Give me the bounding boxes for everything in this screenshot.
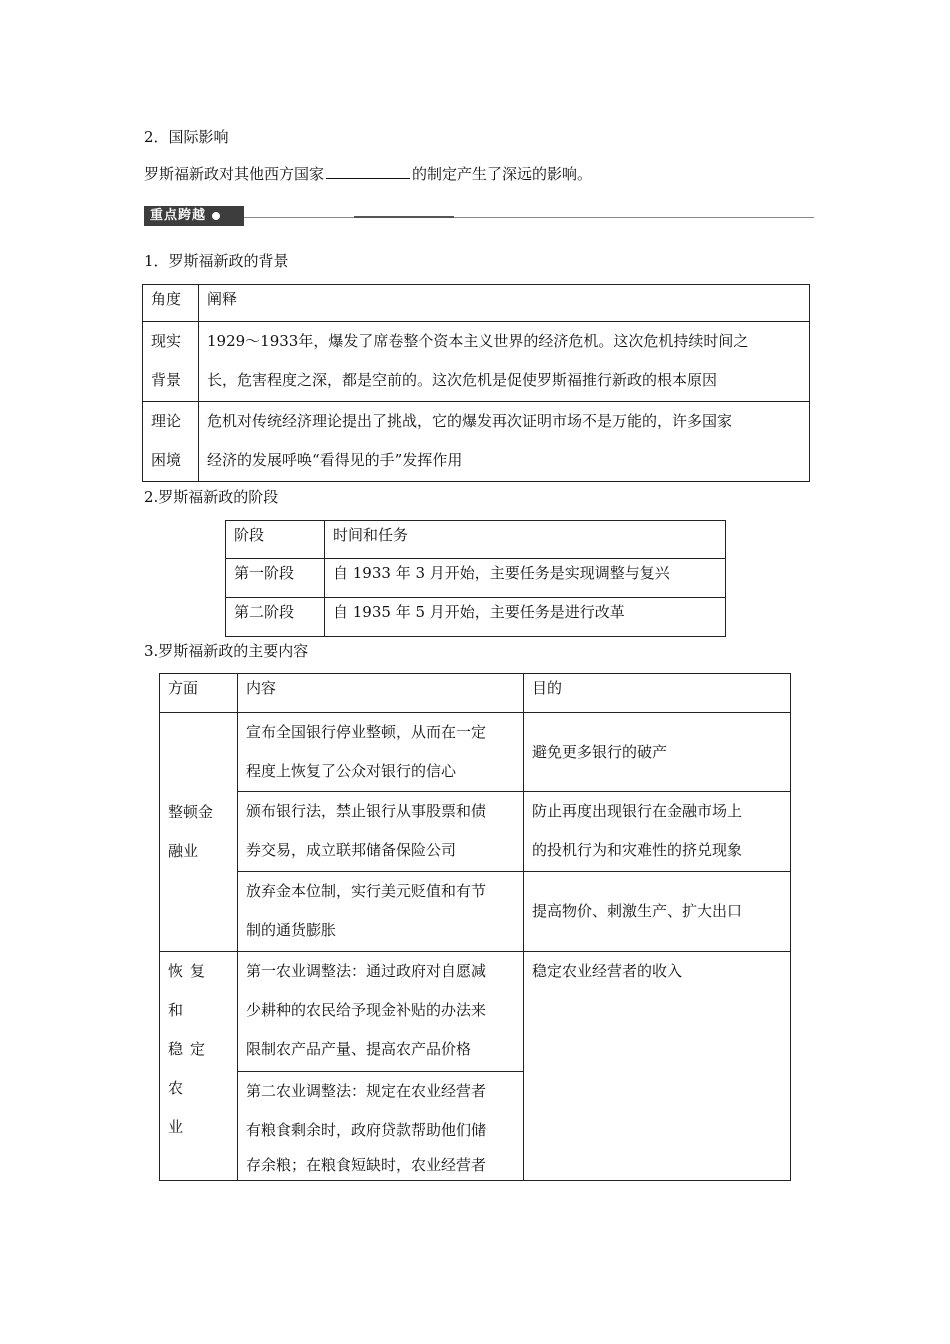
purpose-cell: 提高物价、刺激生产、扩大出口 <box>524 872 791 952</box>
header-content: 内容 <box>238 674 524 713</box>
stage-cell: 第一阶段 <box>226 559 325 598</box>
header-explanation: 阐释 <box>199 285 810 322</box>
main-content-table <box>159 673 791 1181</box>
table-header-row <box>226 521 726 559</box>
heading-stages: 2.罗斯福新政的阶段 <box>144 488 279 506</box>
table-row <box>226 559 726 598</box>
banner-label: 重点跨越 <box>150 208 207 223</box>
header-angle: 角度 <box>143 285 199 322</box>
aspect-cell-finance: 整顿金 融业 <box>160 713 238 952</box>
table-row <box>160 713 791 792</box>
section-heading-international: 2．国际影响 <box>144 128 229 146</box>
background-table <box>142 284 810 482</box>
purpose-cell: 防止再度出现银行在金融市场上 的投机行为和灾难性的挤兑现象 <box>524 792 791 872</box>
angle-cell: 现实 背景 <box>143 322 199 402</box>
header-time-task: 时间和任务 <box>325 521 726 559</box>
table-row <box>160 872 791 952</box>
table-row <box>160 952 791 1072</box>
header-aspect: 方面 <box>160 674 238 713</box>
angle-cell: 理论 困境 <box>143 402 199 482</box>
purpose-cell: 稳定农业经营者的收入 <box>524 952 791 1181</box>
content-cell: 颁布银行法，禁止银行从事股票和债 券交易，成立联邦储备保险公司 <box>238 792 524 872</box>
table-header-row <box>160 674 791 713</box>
time-task-cell: 自 1935 年 5 月开始，主要任务是进行改革 <box>325 598 726 637</box>
bullet-dot-icon <box>212 212 220 220</box>
time-task-cell: 自 1933 年 3 月开始，主要任务是实现调整与复兴 <box>325 559 726 598</box>
purpose-cell: 避免更多银行的破产 <box>524 713 791 792</box>
banner-divider <box>244 217 814 218</box>
header-stage: 阶段 <box>226 521 325 559</box>
sentence-before: 罗斯福新政对其他西方国家 <box>144 165 325 183</box>
content-cell: 第二农业调整法：规定在农业经营者 有粮食剩余时，政府贷款帮助他们储 存余粮；在粮食短缺时，农业经营者 <box>238 1072 524 1181</box>
table-row <box>160 792 791 872</box>
content-cell: 放弃金本位制，实行美元贬值和有节 制的通货膨胀 <box>238 872 524 952</box>
key-points-banner <box>144 206 244 226</box>
explanation-cell: 危机对传统经济理论提出了挑战，它的爆发再次证明市场不是万能的，许多国家 经济的发展呼唤“看得见的手”发挥作用 <box>199 402 810 482</box>
heading-background: 1．罗斯福新政的背景 <box>144 252 289 270</box>
fill-in-sentence <box>144 163 592 184</box>
header-purpose: 目的 <box>524 674 791 713</box>
content-cell: 第一农业调整法：通过政府对自愿减 少耕种的农民给予现金补贴的办法来 限制农产品产量、提高农产品价格 <box>238 952 524 1072</box>
answer-blank[interactable] <box>326 163 410 179</box>
content-cell: 宣布全国银行停业整顿，从而在一定 程度上恢复了公众对银行的信心 <box>238 713 524 792</box>
table-header-row <box>143 285 810 322</box>
stage-cell: 第二阶段 <box>226 598 325 637</box>
table-row <box>143 402 810 482</box>
explanation-cell: 1929～1933年，爆发了席卷整个资本主义世界的经济危机。这次危机持续时间之 长，危害程度之深，都是空前的。这次危机是促使罗斯福推行新政的根本原因 <box>199 322 810 402</box>
aspect-cell-agriculture: 恢复和 稳定农 业 <box>160 952 238 1181</box>
stages-table <box>225 520 726 637</box>
table-row <box>143 322 810 402</box>
sentence-after: 的制定产生了深远的影响。 <box>412 165 593 183</box>
heading-main-content: 3.罗斯福新政的主要内容 <box>144 642 309 660</box>
table-row <box>226 598 726 637</box>
banner-divider-accent <box>354 216 454 218</box>
